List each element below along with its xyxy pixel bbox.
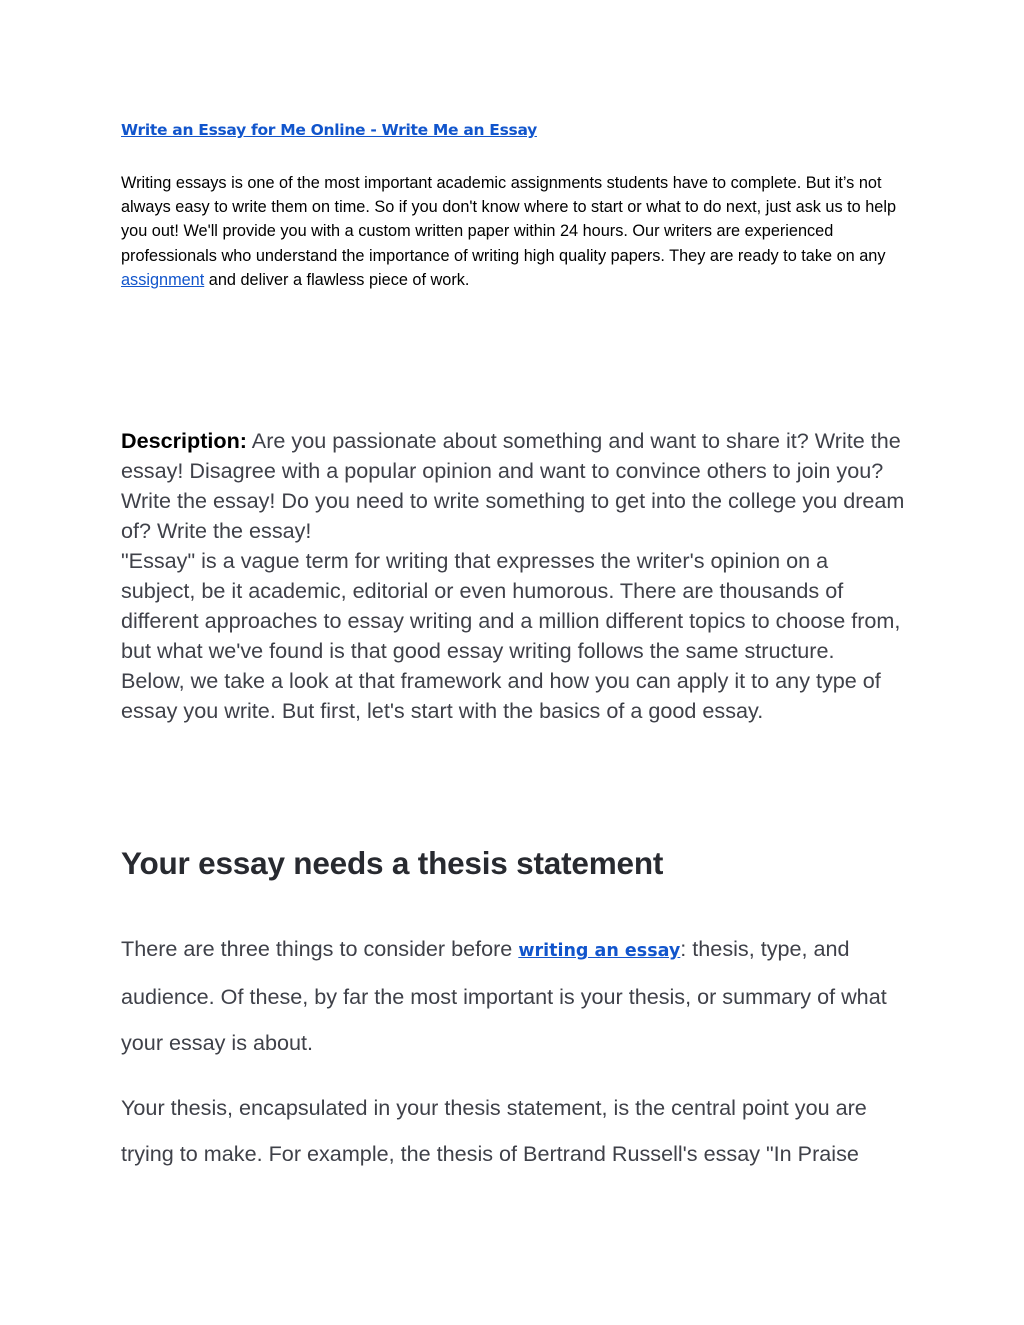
description-label: Description:: [121, 428, 247, 453]
intro-text-start: Writing essays is one of the most important academic assignments students have to complete. But it’s not always easy to write them on time. So if you don't know where to start or what to do next, just ask us to help you out! We'll provide you with a custom written paper within 24 hours. Our writers are experienced professionals who understand the importance of writing high quality papers. They are ready to take on any: [121, 174, 897, 265]
description-paragraph-1: [121, 426, 907, 546]
description-text-1: Are you passionate about something and want to share it? Write the essay! Disagree with a popular opinion and want to convince others to join you? Write the essay! Do you need to write something to get into the college you dream of? Write the essay!: [121, 428, 905, 543]
section-heading: Your essay needs a thesis statement: [121, 845, 664, 881]
body1-text-end: : thesis, type, and audience. Of these, by far the most important is your thesis, or summary of what your essay is about.: [121, 936, 887, 1055]
assignment-link[interactable]: assignment: [121, 270, 205, 289]
description-paragraph-2: "Essay" is a vague term for writing that expresses the writer's opinion on a subject, be it academic, editorial or even humorous. There are thousands of different approaches to essay writing and a million different topics to choose from, but what we've found is that good essay writing follows the same structure.: [121, 548, 901, 663]
body-paragraph-1: [121, 926, 907, 1066]
body1-text-start: There are three things to consider before: [121, 936, 519, 961]
intro-text-end: and deliver a flawless piece of work.: [204, 270, 470, 289]
description-paragraph-3: Below, we take a look at that framework and how you can apply it to any type of essay you write. But first, let's start with the basics of a good essay.: [121, 668, 881, 723]
title-link[interactable]: Write an Essay for Me Online - Write Me an Essay: [121, 121, 537, 139]
intro-paragraph: [121, 171, 907, 292]
description-section: [121, 426, 907, 726]
writing-an-essay-link[interactable]: writing an essay: [518, 941, 681, 961]
body-paragraph-2: Your thesis, encapsulated in your thesis statement, is the central point you are trying to make. For example, the thesis of Bertrand Russell's essay "In Praise: [121, 1095, 867, 1166]
